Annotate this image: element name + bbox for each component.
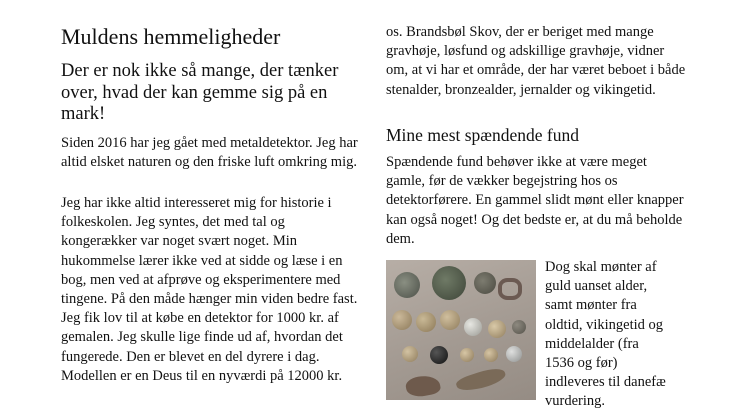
button-find <box>416 312 436 332</box>
bronze-fragment <box>455 365 507 396</box>
coin-find <box>432 266 466 300</box>
paragraph-danefae: Dog skal mønter af guld uanset alder, samt mønter fra oldtid, vikingetid og middelalder (fra 1536 og før) indleveres til danefæ vurdering. <box>545 259 666 410</box>
coin-find <box>474 272 496 294</box>
button-find <box>512 320 526 334</box>
button-find <box>460 348 474 362</box>
article-lead: Der er nok ikke så mange, der tænker over, hvad der kan gemme sig på en mark! <box>61 61 339 124</box>
button-find <box>430 346 448 364</box>
bronze-fragment <box>405 373 442 399</box>
ring-find <box>498 278 522 300</box>
paragraph-finds: Spændende fund behøver ikke at være meget gamle, før de vækker begejstring hos os detektorførere. En gammel slidt mønt eller knapper kan også noget! Og det bedste er, at du må beholde dem. <box>386 154 684 247</box>
paragraph-area: os. Brandsbøl Skov, der er beriget med mange gravhøje, løsfund og adskillige gravhøje, vidner om, at vi har et område, der har været beboet i både stenalder, bronzealder, jernalder og vikingetid. <box>386 24 686 98</box>
paragraph-intro: Siden 2016 har jeg gået med metaldetektor. Jeg har altid elsket naturen og den friske luft omkring mig. <box>61 135 358 171</box>
coin-find <box>394 272 420 298</box>
button-find <box>488 320 506 338</box>
button-find <box>506 346 522 362</box>
article-title: Muldens hemmeligheder <box>61 24 281 49</box>
button-find <box>484 348 498 362</box>
section-heading-finds: Mine mest spændende fund <box>386 125 579 145</box>
paragraph-history: Jeg har ikke altid interesseret mig for historie i folkeskolen. Jeg syntes, det med tal og kongerækker var noget svært noget. Min hukommelse lærer ikke ved at sidde og læse i en bog, men ved at afprøve og eksperimentere med tingene. På den måde hænger min viden bedre fast. Jeg fik lov til at købe en detektor for 1000 kr. af gemalen. Jeg skulle lige finde ud af, hvordan det fungerede. Den er blevet en del dyrere i dag. Modellen er en Deus til en nyværdi på 12000 kr. <box>61 195 358 384</box>
button-find <box>392 310 412 330</box>
finds-photo <box>386 260 536 400</box>
button-find <box>440 310 460 330</box>
button-find <box>464 318 482 336</box>
button-find <box>402 346 418 362</box>
